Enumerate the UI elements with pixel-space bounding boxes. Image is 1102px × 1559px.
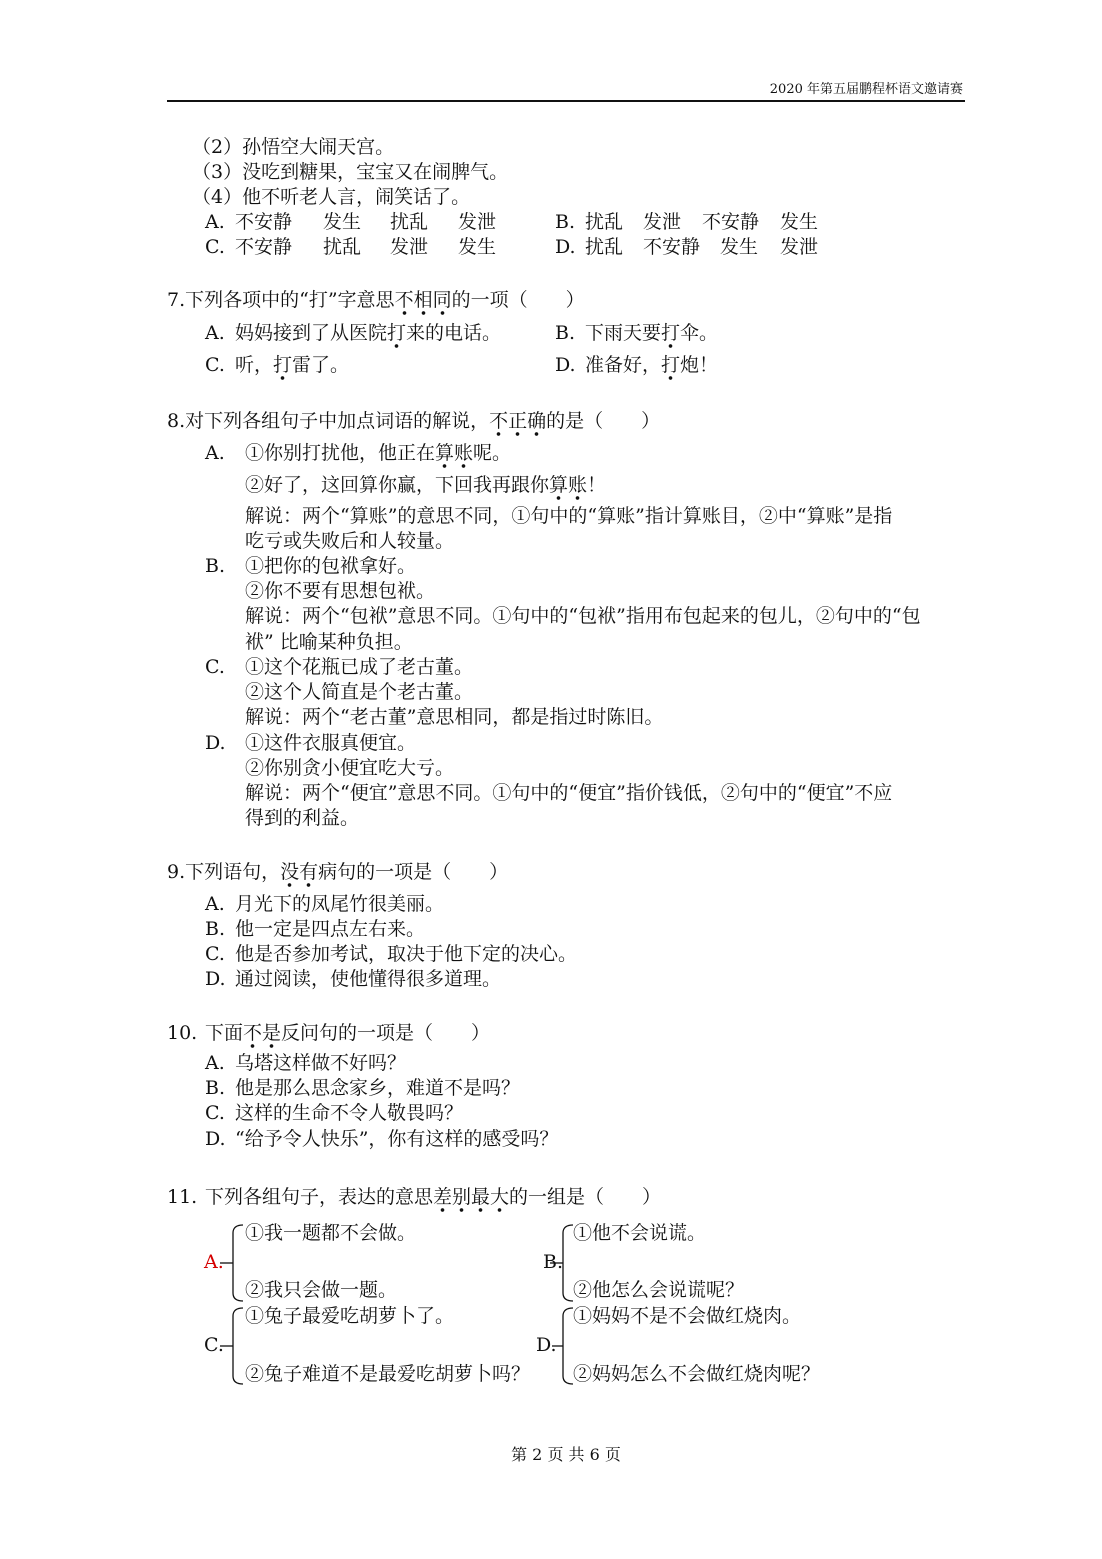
q7-option-b	[555, 321, 718, 346]
q8-option-c-sentence-2: ②这个人简直是个老古董。	[245, 681, 474, 703]
option-word: 扰乱	[323, 236, 362, 258]
option-label: D.	[205, 1128, 226, 1150]
title-text: 反问句的一项是（ ）	[281, 1022, 491, 1044]
option-word: 发泄	[458, 211, 497, 233]
option-label: D.	[205, 968, 226, 990]
q10-title	[167, 1021, 490, 1046]
q8-option-a-sentence-2	[245, 473, 606, 498]
option-label: A.	[205, 442, 225, 464]
q8-option-a-sentence-1	[205, 441, 511, 466]
option-label: A.	[205, 322, 225, 344]
q8-option-a-note: 吃亏或失败后和人较量。	[245, 530, 455, 552]
header-title: 2020 年第五届鹏程杯语文邀请赛	[769, 82, 963, 97]
q10-option-b	[205, 1076, 520, 1101]
option-text: 乌塔这样做不好吗？	[235, 1052, 407, 1074]
option-text: 他是否参加考试，取决于他下定的决心。	[235, 943, 578, 965]
group-a-sentence-2: ②我只会做一题。	[245, 1279, 398, 1301]
option-label: A.	[205, 1052, 225, 1074]
q6-item-4: （4）他不听老人言，闹笑话了。	[192, 186, 471, 208]
option-word: 发泄	[390, 236, 429, 258]
option-text: 他一定是四点左右来。	[235, 918, 426, 940]
sentence-text: ②好了，这回算你赢，下回我再跟你	[245, 474, 550, 496]
q9-option-b	[205, 917, 425, 942]
group-b-sentence-2: ②他怎么会说谎呢？	[573, 1279, 745, 1301]
option-label: D.	[555, 236, 576, 258]
option-word: 不安静	[643, 236, 701, 258]
emphasized-text: 差别最大	[433, 1186, 509, 1213]
option-label: D.	[205, 732, 226, 754]
option-label: C.	[205, 943, 225, 965]
q6-item-3: （3）没吃到糖果，宝宝又在闹脾气。	[192, 161, 509, 183]
q8-option-b-note: 袱” 比喻某种负担。	[245, 631, 413, 653]
q6-option-b	[555, 210, 819, 235]
q6-option-d	[555, 235, 819, 260]
title-text: 7.下列各项中的“打”字意思	[167, 289, 395, 311]
option-word: 发泄	[780, 236, 819, 258]
q8-option-d-sentence-1	[205, 731, 416, 756]
title-text: 9.下列语句，	[167, 861, 281, 883]
option-text: “给予令人快乐”，你有这样的感受吗？	[235, 1128, 559, 1150]
option-label: C.	[205, 1102, 225, 1124]
sentence-text: ①这个花瓶已成了老古董。	[245, 656, 474, 678]
header-rule	[167, 100, 965, 102]
q9-option-c	[205, 942, 577, 967]
option-text: 他是那么思念家乡，难道不是吗？	[235, 1077, 521, 1099]
q7-option-d	[555, 353, 718, 378]
option-word: 发泄	[643, 211, 682, 233]
option-word: 发生	[720, 236, 759, 258]
sentence-text: ①这件衣服真便宜。	[245, 732, 417, 754]
q8-title	[167, 409, 660, 434]
q9-option-d	[205, 967, 501, 992]
group-c-label: C.	[204, 1334, 224, 1356]
q8-option-a-note: 解说：两个“算账”的意思不同，①句中的“算账”指计算账目，②中“算账”是指	[245, 505, 893, 527]
option-text: 听，	[235, 354, 274, 376]
q10-option-d	[205, 1127, 558, 1152]
emphasized-text: 打	[273, 354, 292, 381]
emphasized-text: 打	[661, 322, 680, 349]
title-text: 的一项（ ）	[451, 289, 585, 311]
page-number: 第 2 页 共 6 页	[511, 1445, 621, 1464]
title-text: 的一组是（ ）	[509, 1186, 662, 1208]
group-d-sentence-1: ①妈妈不是不会做红烧肉。	[573, 1305, 802, 1327]
emphasized-text: 没有	[280, 861, 318, 888]
emphasized-text: 不是	[243, 1022, 281, 1049]
option-text: 雷了。	[292, 354, 350, 376]
q8-option-c-note: 解说：两个“老古董”意思相同，都是指过时陈旧。	[245, 706, 664, 728]
q8-option-b-sentence-2: ②你不要有思想包袱。	[245, 580, 436, 602]
option-word: 扰乱	[585, 211, 624, 233]
option-word: 不安静	[235, 211, 293, 233]
q8-option-c-sentence-1	[205, 655, 473, 680]
q8-option-d-note: 解说：两个“便宜”意思不同。①句中的“便宜”指价钱低，②句中的“便宜”不应	[245, 782, 893, 804]
q6-option-a	[205, 210, 497, 235]
q8-option-b-note: 解说：两个“包袱”意思不同。①句中的“包袱”指用布包起来的包儿，②句中的“包	[245, 605, 921, 627]
q9-title	[167, 860, 508, 885]
sentence-text: ！	[587, 474, 607, 496]
option-word: 扰乱	[390, 211, 429, 233]
title-text: 下列各组句子，表达的意思	[205, 1186, 434, 1208]
q8-option-d-sentence-2: ②你别贪小便宜吃大亏。	[245, 757, 455, 779]
option-label: B.	[205, 1077, 226, 1099]
q10-option-a	[205, 1051, 406, 1076]
option-text: 下雨天要	[585, 322, 662, 344]
group-a-sentence-1: ①我一题都不会做。	[245, 1222, 417, 1244]
q6-item-2: （2）孙悟空大闹天宫。	[192, 136, 395, 158]
emphasized-text: 打	[387, 322, 406, 349]
q8-option-b-sentence-1	[205, 554, 416, 579]
sentence-text: 呢。	[473, 442, 512, 464]
option-word: 扰乱	[585, 236, 624, 258]
group-c-sentence-2: ②兔子难道不是最爱吃胡萝卜吗？	[245, 1363, 531, 1385]
q8-option-d-note: 得到的利益。	[245, 807, 360, 829]
group-b-label: B.	[543, 1251, 564, 1273]
title-text: 8.对下列各组句子中加点词语的解说，	[167, 410, 490, 432]
option-text: 准备好，	[585, 354, 662, 376]
option-word: 发生	[458, 236, 497, 258]
option-text: 妈妈接到了从医院	[235, 322, 388, 344]
option-text: 通过阅读，使他懂得很多道理。	[235, 968, 502, 990]
option-label: B.	[205, 918, 226, 940]
title-text: 的是（ ）	[546, 410, 661, 432]
title-text: 病句的一项是（ ）	[318, 861, 509, 883]
option-label: B.	[205, 555, 226, 577]
q7-option-c	[205, 353, 349, 378]
sentence-text: ①你别打扰他，他正在	[245, 442, 436, 464]
option-label: B.	[555, 322, 576, 344]
q11-title	[167, 1185, 661, 1210]
question-number: 10.	[167, 1022, 198, 1044]
option-label: C.	[205, 656, 225, 678]
emphasized-text: 算账	[435, 442, 473, 469]
q9-option-a	[205, 892, 444, 917]
option-word: 发生	[780, 211, 819, 233]
option-label: A.	[205, 211, 225, 233]
question-number: 11.	[167, 1186, 198, 1208]
sentence-text: ①把你的包袱拿好。	[245, 555, 417, 577]
option-word: 不安静	[702, 211, 760, 233]
option-text: 这样的生命不令人敬畏吗？	[235, 1102, 464, 1124]
option-label: B.	[555, 211, 576, 233]
q7-title	[167, 288, 585, 313]
emphasized-text: 算账	[549, 474, 587, 501]
q7-option-a	[205, 321, 501, 346]
option-text: 月光下的凤尾竹很美丽。	[235, 893, 445, 915]
option-label: D.	[555, 354, 576, 376]
q6-option-c	[205, 235, 497, 260]
emphasized-text: 打	[661, 354, 680, 381]
emphasized-text: 不相同	[395, 289, 452, 316]
option-label: C.	[205, 236, 225, 258]
title-text: 下面	[205, 1022, 244, 1044]
group-d-sentence-2: ②妈妈怎么不会做红烧肉呢？	[573, 1363, 821, 1385]
emphasized-text: 不正确	[489, 410, 546, 437]
group-c-sentence-1: ①兔子最爱吃胡萝卜了。	[245, 1305, 455, 1327]
option-label: C.	[205, 354, 225, 376]
option-word: 不安静	[235, 236, 293, 258]
option-text: 来的电话。	[406, 322, 502, 344]
group-d-label: D.	[536, 1334, 557, 1356]
group-b-sentence-1: ①他不会说谎。	[573, 1222, 707, 1244]
q10-option-c	[205, 1101, 463, 1126]
group-a-label: A.	[204, 1251, 224, 1273]
option-text: 伞。	[680, 322, 719, 344]
option-text: 炮！	[680, 354, 719, 376]
option-word: 发生	[323, 211, 362, 233]
option-label: A.	[205, 893, 225, 915]
